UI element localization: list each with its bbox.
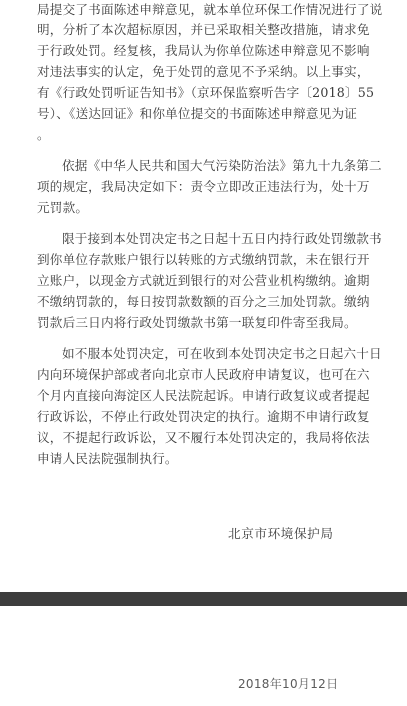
issue-date: 2018年10月12日: [238, 677, 339, 691]
text-line: 个月内直接向海淀区人民法院起诉。申请行政复议或者提起: [37, 388, 370, 403]
text-line: 于行政处罚。经复核，我局认为你单位陈述申辩意见不影响: [37, 43, 370, 58]
lower-page-area: [0, 606, 407, 706]
text-line: 号）、《送达回证》和你单位提交的书面陈述申辩意见为证: [37, 106, 358, 121]
issuing-authority-signature: 北京市环境保护局: [228, 526, 334, 541]
text-line: 项的规定，我局决定如下：责令立即改正违法行为，处十万: [37, 179, 370, 194]
text-line: 申请人民法院强制执行。: [37, 451, 178, 466]
page-separator: [0, 592, 407, 606]
text-line: 到你单位存款账户银行以转账的方式缴纳罚款，未在银行开: [37, 252, 370, 267]
text-line: 明，分析了本次超标原因，并已采取相关整改措施，请求免: [37, 22, 370, 37]
text-line: 行政诉讼，不停止行政处罚决定的执行。逾期不申请行政复: [37, 409, 370, 424]
text-line: 对违法事实的认定，免于处罚的意见不予采纳。以上事实，: [37, 64, 370, 79]
text-line: 元罚款。: [37, 200, 89, 215]
text-line: 。: [37, 127, 50, 142]
text-line: 有《行政处罚听证告知书》（京环保监察听告字〔2018〕55: [37, 85, 375, 100]
text-line: 不缴纳罚款的，每日按罚款数额的百分之三加处罚款。缴纳: [37, 294, 370, 309]
text-line: 限于接到本处罚决定书之日起十五日内持行政处罚缴款书: [62, 231, 382, 246]
text-line: 罚款后三日内将行政处罚缴款书第一联复印件寄至我局。: [37, 315, 357, 330]
text-line: 依据《中华人民共和国大气污染防治法》第九十九条第二: [62, 158, 382, 173]
text-line: 内向环境保护部或者向北京市人民政府申请复议，也可在六: [37, 367, 370, 382]
text-line: 立账户，以现金方式就近到银行的对公营业机构缴纳。逾期: [37, 273, 370, 288]
text-line: 局提交了书面陈述申辩意见，就本单位环保工作情况进行了说: [37, 2, 383, 17]
text-line: 议，不提起行政诉讼，又不履行本处罚决定的，我局将依法: [37, 430, 370, 445]
text-line: 如不服本处罚决定，可在收到本处罚决定书之日起六十日: [62, 346, 382, 361]
